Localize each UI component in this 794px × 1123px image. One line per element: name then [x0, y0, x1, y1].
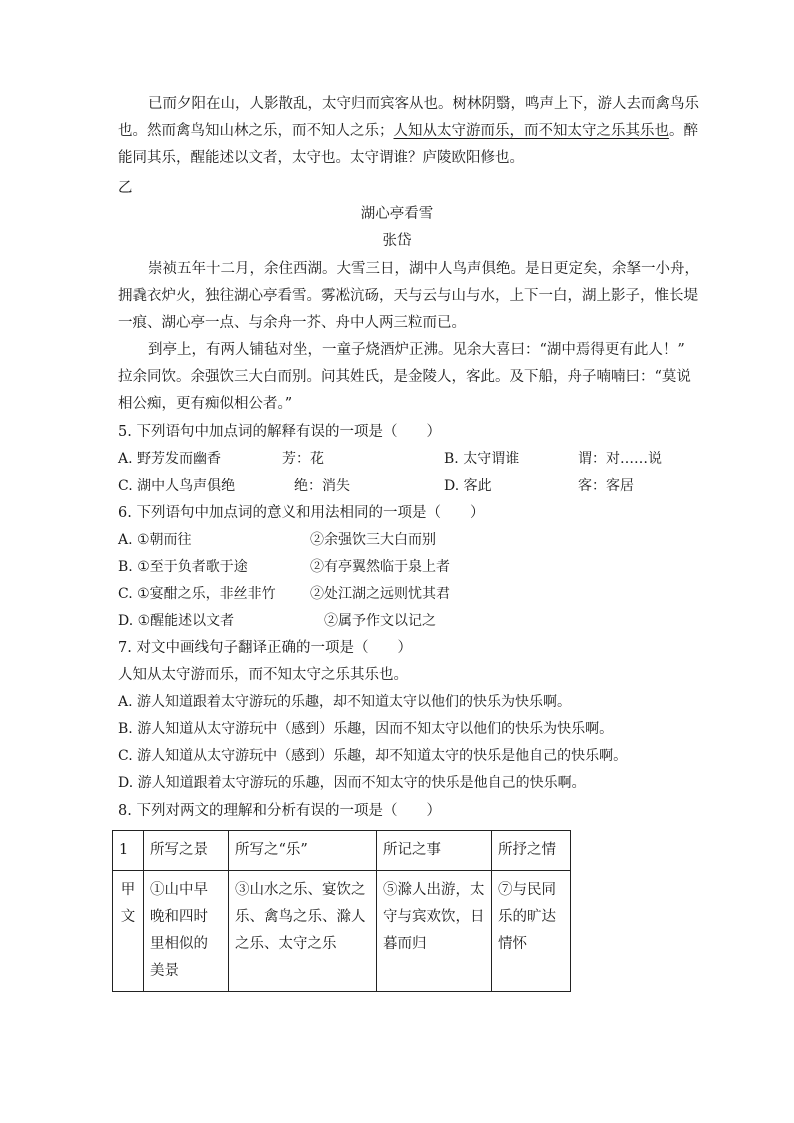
q6-option-a-1: A. ①朝而往: [118, 532, 192, 548]
passage-b-author: 张岱: [382, 233, 412, 249]
q5-option-c-gloss: 绝：消失: [294, 478, 350, 494]
q8-header-events: 所记之事: [377, 831, 492, 871]
q8-cell-emotion: ⑦与民同乐的旷达情怀: [492, 871, 571, 992]
q5-option-d-text: D. 客此: [444, 478, 492, 494]
section-b-label: 乙: [118, 180, 133, 196]
q6-option-c-1: C. ①宴酣之乐，非丝非竹: [118, 586, 276, 602]
q5-option-b-gloss: 谓：对……说: [578, 451, 662, 467]
q5-option-b-text: B. 太守谓谁: [444, 451, 520, 467]
passage-a-line-2-pre: 也。然而禽鸟知山林之乐，而不知人之乐；: [118, 123, 394, 139]
q7-option-b: B. 游人知道从太守游玩中（感到）乐趣，因而不知太守以他们的快乐为快乐啊。: [118, 721, 614, 737]
q6-option-a-2: ②余强饮三大白而别: [310, 532, 436, 548]
q8-table-row: [113, 871, 571, 992]
passage-b-p2-line-1: 到亭上，有两人铺毡对坐，一童子烧酒炉正沸。见余大喜曰：“湖中焉得更有此人！”: [148, 342, 685, 358]
q7-sentence: 人知从太守游而乐，而不知太守之乐其乐也。: [118, 667, 408, 683]
q8-cell-scenery: ①山中早晚和四时里相似的美景: [144, 871, 229, 992]
q7-option-a: A. 游人知道跟着太守游玩的乐趣，却不知道太守以他们的快乐为快乐啊。: [118, 694, 572, 710]
q8-row-label: 甲文: [113, 871, 144, 992]
q8-cell-events: ⑤滁人出游，太守与宾欢饮，日暮而归: [377, 871, 492, 992]
q6-option-d-2: ②属予作文以记之: [324, 613, 436, 629]
q7-option-d: D. 游人知道跟着太守游玩的乐趣，因而不知太守的快乐是他自己的快乐啊。: [118, 775, 586, 791]
q5-stem: 5. 下列语句中加点词的解释有误的一项是（ ）: [118, 424, 441, 440]
passage-a-line-2-post: 。醉: [669, 123, 698, 139]
passage-b-p1-line-2: 拥毳衣炉火，独往湖心亭看雪。雾凇沆砀，天与云与山与水，上下一白，湖上影子，惟长堤: [118, 288, 698, 304]
q8-header-joy: 所写之“乐”: [229, 831, 377, 871]
q8-header-scenery: 所写之景: [144, 831, 229, 871]
q8-cell-joy: ③山水之乐、宴饮之乐、禽鸟之乐、滁人之乐、太守之乐: [229, 871, 377, 992]
underlined-sentence: 人知从太守游而乐，而不知太守之乐其乐也: [393, 123, 669, 139]
q5-option-c-text: C. 湖中人鸟声俱绝: [118, 478, 236, 494]
q5-option-a-gloss: 芳：花: [282, 451, 324, 467]
q5-option-a-text: A. 野芳发而幽香: [118, 451, 222, 467]
passage-a-line-2: [118, 121, 698, 141]
passage-b-p2-line-3: 相公痴，更有痴似相公者。”: [118, 396, 293, 412]
q6-option-b-1: B. ①至于负者歌于途: [118, 559, 248, 575]
q6-option-c-2: ②处江湖之远则忧其君: [310, 586, 450, 602]
passage-b-p2-line-2: 拉余同饮。余强饮三大白而别。问其姓氏，是金陵人，客此。及下船，舟子喃喃曰：“莫说: [118, 369, 691, 385]
q8-table: [112, 830, 571, 992]
q7-option-c: C. 游人知道从太守游玩中（感到）乐趣，却不知道太守的快乐是他自己的快乐啊。: [118, 748, 628, 764]
q6-option-d-1: D. ①醒能述以文者: [118, 613, 235, 629]
q6-stem: 6. 下列语句中加点词的意义和用法相同的一项是（ ）: [118, 505, 485, 521]
q8-header-1: 1: [113, 831, 144, 871]
passage-a-line-1: 已而夕阳在山，人影散乱，太守归而宾客从也。树林阴翳，鸣声上下，游人去而禽鸟乐: [148, 96, 699, 112]
q8-stem: 8. 下列对两文的理解和分析有误的一项是（ ）: [118, 803, 441, 819]
q6-option-b-2: ②有亭翼然临于泉上者: [310, 559, 450, 575]
passage-b-title: 湖心亭看雪: [360, 206, 434, 222]
q8-table-header-row: [113, 831, 571, 871]
passage-b-p1-line-3: 一痕、湖心亭一点、与余舟一芥、舟中人两三粒而已。: [118, 315, 466, 331]
passage-b-p1-line-1: 崇祯五年十二月，余住西湖。大雪三日，湖中人鸟声俱绝。是日更定矣，余拏一小舟，: [148, 261, 699, 277]
passage-a-line-3: 能同其乐，醒能述以文者，太守也。太守谓谁？庐陵欧阳修也。: [118, 150, 524, 166]
q7-stem: 7. 对文中画线句子翻译正确的一项是（ ）: [118, 640, 412, 656]
q5-option-d-gloss: 客：客居: [578, 478, 634, 494]
q8-header-emotion: 所抒之情: [492, 831, 571, 871]
